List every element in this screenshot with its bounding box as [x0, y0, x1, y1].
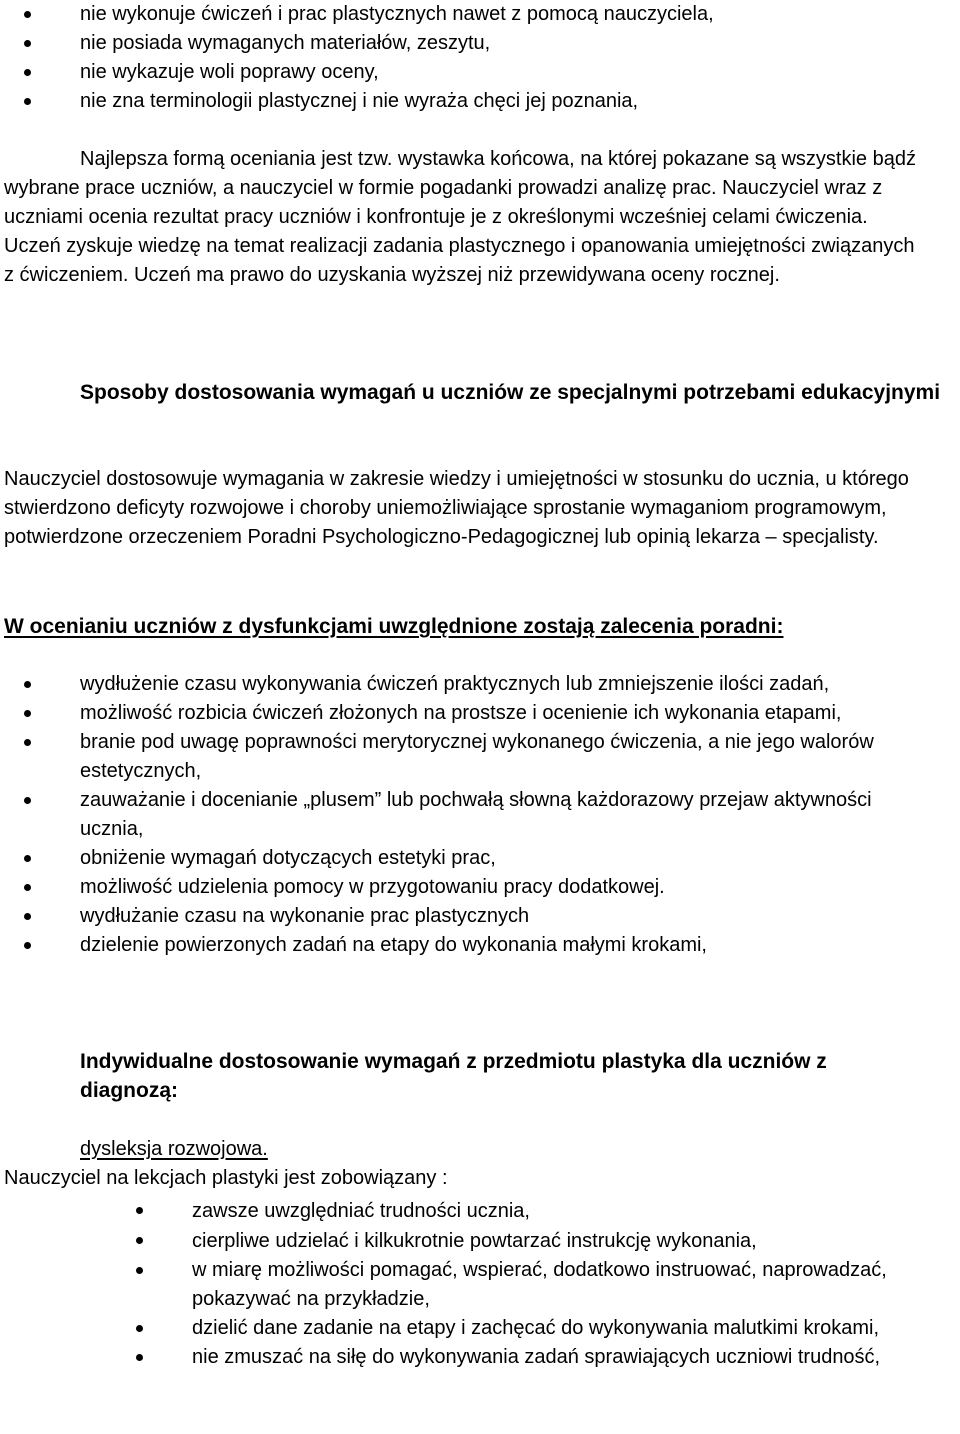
bullet-icon — [136, 1237, 143, 1244]
bullet-icon — [24, 681, 31, 688]
bullet-icon — [24, 942, 31, 949]
list-item: w miarę możliwości pomagać, wspierać, dodatkowo instruować, naprowadzać, pokazywać na przykładzie, — [0, 1256, 960, 1314]
bullet-icon — [24, 98, 31, 105]
list-item: zauważanie i docenianie „plusem” lub pochwałą słowną każdorazowy przejaw aktywności ucznia, — [0, 786, 880, 844]
bullet-icon — [24, 884, 31, 891]
individual-adaptation-heading: Indywidualne dostosowanie wymagań z przedmiotu plastyka dla uczniów z diagnozą: — [80, 1050, 827, 1102]
list-item: obniżenie wymagań dotyczących estetyki prac, — [0, 844, 880, 873]
teacher-obligation-text: Nauczyciel na lekcjach plastyki jest zobowiązany : — [4, 1167, 448, 1189]
bullet-icon — [24, 40, 31, 47]
list-item: zawsze uwzględniać trudności ucznia, — [0, 1196, 960, 1226]
list-item: wydłużenie czasu wykonywania ćwiczeń praktycznych lub zmniejszenie ilości zadań, — [0, 670, 880, 699]
list-item: wydłużanie czasu na wykonanie prac plastycznych — [0, 902, 880, 931]
list-item: możliwość udzielenia pomocy w przygotowaniu pracy dodatkowej. — [0, 873, 880, 902]
bullet-icon — [24, 11, 31, 18]
list-item: nie wykazuje woli poprawy oceny, — [0, 58, 900, 87]
bullet-icon — [136, 1325, 143, 1332]
list-item: cierpliwe udzielać i kilkukrotnie powtarzać instrukcję wykonania, — [0, 1226, 960, 1256]
bullet-icon — [24, 913, 31, 920]
bullet-icon — [24, 797, 31, 804]
list-item: branie pod uwagę poprawności merytorycznej wykonanego ćwiczenia, a nie jego walorów estetycznych, — [0, 728, 880, 786]
dyslexia-subheading: dysleksja rozwojowa. — [80, 1138, 268, 1160]
list-item: dzielenie powierzonych zadań na etapy do wykonania małymi krokami, — [0, 931, 880, 960]
bullet-icon — [24, 739, 31, 746]
adaptation-paragraph: Nauczyciel dostosowuje wymagania w zakresie wiedzy i umiejętności w stosunku do ucznia, u którego stwierdzono deficyty rozwojowe i choroby uniemożliwiające sprostanie wymaganiom programowym, potwierdzone orzeczeniem Poradni Psychologiczno-Pedagogicznej lub opinią lekarza – specjalisty. — [4, 468, 909, 548]
list-item: możliwość rozbicia ćwiczeń złożonych na prostsze i ocenienie ich wykonania etapami, — [0, 699, 880, 728]
dysfunctions-heading: W ocenianiu uczniów z dysfunkcjami uwzględnione zostają zalecenia poradni: — [4, 615, 784, 638]
bullet-icon — [136, 1207, 143, 1214]
failing-criteria-list — [0, 0, 900, 116]
list-item: nie zmuszać na siłę do wykonywania zadań sprawiających uczniowi trudność, — [0, 1343, 960, 1372]
recommendations-list — [0, 670, 880, 960]
bullet-icon — [24, 710, 31, 717]
list-item: nie wykonuje ćwiczeń i prac plastycznych nawet z pomocą nauczyciela, — [0, 0, 900, 29]
special-needs-heading: Sposoby dostosowania wymagań u uczniów ze specjalnymi potrzebami edukacyjnymi — [80, 381, 941, 404]
list-item: nie zna terminologii plastycznej i nie wyraża chęci jej poznania, — [0, 87, 900, 116]
bullet-icon — [24, 69, 31, 76]
bullet-icon — [136, 1354, 143, 1361]
assessment-paragraph: Najlepsza formą oceniania jest tzw. wystawka końcowa, na której pokazane są wszystkie bądź wybrane prace uczniów, a nauczyciel w formie pogadanki prowadzi analizę prac. Nauczyciel wraz z uczniami ocenia rezultat pracy uczniów i konfrontuje je z określonymi wcześniej celami ćwiczenia. Uczeń zyskuje wiedzę na temat realizacji zadania plastycznego i opanowania umiejętności związanych z ćwiczeniem. Uczeń ma prawo do uzyskania wyższej niż przewidywana oceny rocznej. — [4, 148, 916, 286]
list-item: dzielić dane zadanie na etapy i zachęcać do wykonywania malutkimi krokami, — [0, 1314, 960, 1343]
bullet-icon — [24, 855, 31, 862]
teacher-duties-list — [0, 1196, 960, 1372]
list-item: nie posiada wymaganych materiałów, zeszytu, — [0, 29, 900, 58]
bullet-icon — [136, 1267, 143, 1274]
